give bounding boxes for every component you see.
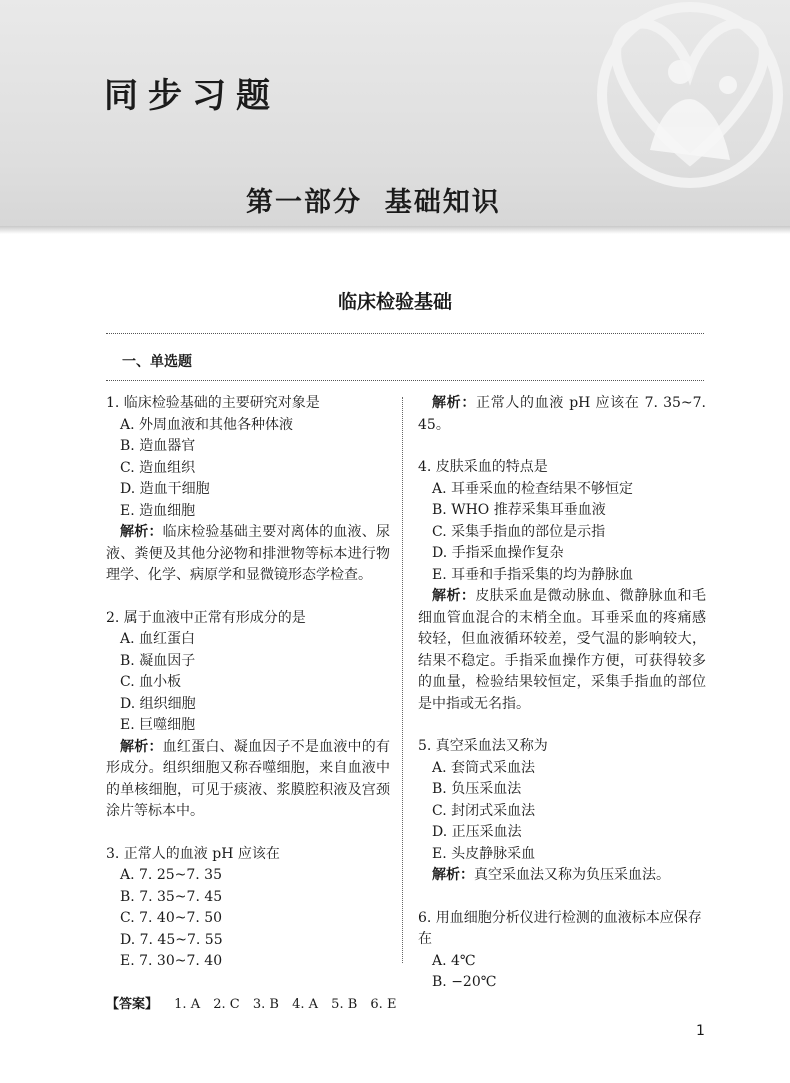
answer-item: 5. B xyxy=(331,997,358,1012)
explanation-label: 解析： xyxy=(120,738,163,755)
option-d: D. 正压采血法 xyxy=(432,824,522,840)
explanation-text: 临床检验基础主要对离体的血液、尿液、粪便及其他分泌物和排泄物等标本进行物理学、化学、病原学和显微镜形态学检查。 xyxy=(106,524,391,583)
option-d: D. 手指采血操作复杂 xyxy=(432,545,564,561)
explanation-label: 解析： xyxy=(432,588,476,604)
section-label: 同步习题 xyxy=(104,76,280,116)
left-column xyxy=(106,393,390,994)
option-c: C. 采集手指血的部位是示指 xyxy=(432,523,606,540)
option-b: B. 7. 35~7. 45 xyxy=(120,888,223,905)
question-3 xyxy=(106,844,390,973)
question-4 xyxy=(418,457,706,715)
column-divider xyxy=(402,397,403,963)
question-1 xyxy=(106,393,390,587)
option-d: D. 组织细胞 xyxy=(120,695,196,712)
question-stem: 2. 属于血液中正常有形成分的是 xyxy=(106,609,306,626)
answer-item: 3. B xyxy=(252,997,279,1012)
part-title: 第一部分 基础知识 xyxy=(246,187,501,218)
page-number: 1 xyxy=(696,1023,705,1039)
option-a: A. 7. 25~7. 35 xyxy=(120,867,222,883)
question-stem: 4. 皮肤采血的特点是 xyxy=(418,459,548,475)
explanation-label: 解析： xyxy=(120,524,163,540)
explanation xyxy=(418,865,706,887)
chapter-title: 临床检验基础 xyxy=(337,291,452,313)
option-b: B. 造血器官 xyxy=(120,438,196,454)
option-c: C. 封闭式采血法 xyxy=(432,802,536,819)
answer-key-label: 【答案】 xyxy=(106,997,159,1012)
explanation-text: 正常人的血液 pH 应该在 7. 35~7. 45。 xyxy=(418,395,707,433)
option-b: B. 凝血因子 xyxy=(120,652,196,669)
dotted-rule-bottom xyxy=(106,380,704,381)
option-a: A. 外周血液和其他各种体液 xyxy=(120,416,294,433)
option-d: D. 7. 45~7. 55 xyxy=(120,931,223,948)
answer-item: 1. A xyxy=(174,997,201,1012)
option-b: B. −20℃ xyxy=(432,974,497,990)
question-stem: 1. 临床检验基础的主要研究对象是 xyxy=(106,395,320,411)
question-2 xyxy=(106,608,390,823)
explanation xyxy=(418,393,706,436)
option-a: A. 套筒式采血法 xyxy=(432,759,536,776)
right-column xyxy=(418,393,706,1015)
option-b: B. WHO 推荐采集耳垂血液 xyxy=(432,502,606,518)
option-b: B. 负压采血法 xyxy=(432,781,522,797)
banner-shadow xyxy=(0,226,790,234)
explanation xyxy=(106,522,390,587)
option-e: E. 耳垂和手指采集的均为静脉血 xyxy=(432,566,634,583)
option-a: A. 4℃ xyxy=(432,952,476,969)
option-e: E. 7. 30~7. 40 xyxy=(120,953,223,969)
question-stem: 5. 真空采血法又称为 xyxy=(418,738,548,754)
option-c: C. 7. 40~7. 50 xyxy=(120,910,223,926)
answer-item: 2. C xyxy=(213,997,240,1012)
option-c: C. 造血组织 xyxy=(120,459,196,476)
explanation xyxy=(418,586,706,715)
explanation-label: 解析： xyxy=(432,395,477,411)
option-a: A. 血红蛋白 xyxy=(120,631,196,647)
answer-item: 6. E xyxy=(370,997,397,1012)
answer-key xyxy=(106,993,396,1012)
explanation xyxy=(106,737,390,823)
explanation-text: 真空采血法又称为负压采血法。 xyxy=(474,867,670,883)
medical-logo-watermark-icon xyxy=(530,0,790,220)
question-5 xyxy=(418,736,706,887)
option-e: E. 造血细胞 xyxy=(120,502,196,519)
explanation-text: 血红蛋白、凝血因子不是血液中的有形成分。组织细胞又称吞噬细胞，来自血液中的单核细胞，可见于痰液、浆膜腔积液及宫颈涂片等标本中。 xyxy=(106,738,391,819)
question-stem: 6. 用血细胞分析仪进行检测的血液标本应保存在 xyxy=(418,909,702,947)
question-3-explanation xyxy=(418,393,706,436)
question-6 xyxy=(418,908,706,994)
answer-item: 4. A xyxy=(292,997,319,1012)
option-e: E. 巨噬细胞 xyxy=(120,717,196,733)
option-d: D. 造血干细胞 xyxy=(120,481,210,497)
option-e: E. 头皮静脉采血 xyxy=(432,845,536,862)
option-c: C. 血小板 xyxy=(120,674,182,690)
explanation-text: 皮肤采血是微动脉血、微静脉血和毛细血管血混合的末梢全血。耳垂采血的疼痛感较轻，但血液循环较差，受气温的影响较大，结果不稳定。手指采血操作方便，可获得较多的血量，检验结果较恒定，采集手指血的部位是中指或无名指。 xyxy=(418,588,707,712)
dotted-rule-top xyxy=(106,333,704,334)
explanation-label: 解析： xyxy=(432,867,474,883)
option-a: A. 耳垂采血的检查结果不够恒定 xyxy=(432,480,634,497)
question-stem: 3. 正常人的血液 pH 应该在 xyxy=(106,845,280,862)
question-type-heading: 一、单选题 xyxy=(122,354,192,370)
